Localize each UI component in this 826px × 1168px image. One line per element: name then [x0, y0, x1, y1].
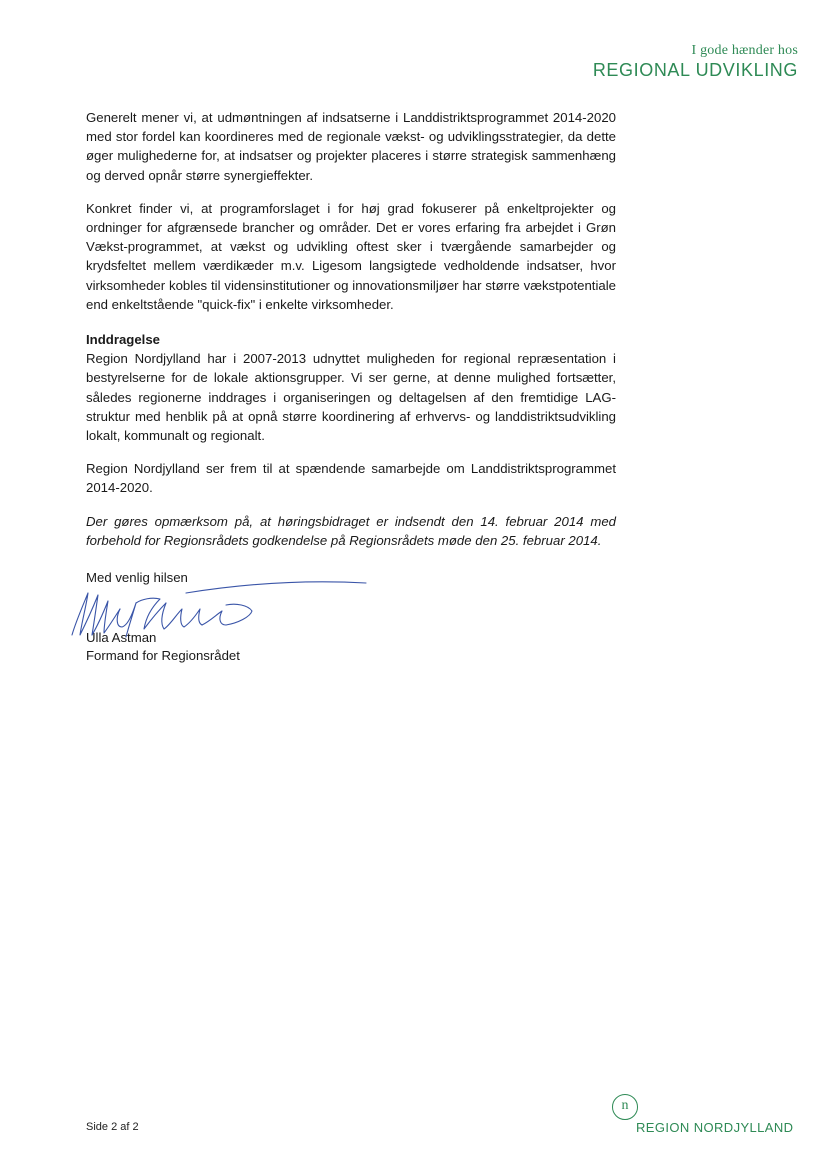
signer-name: Ulla Astman — [86, 630, 157, 646]
header-tagline: I gode hænder hos — [691, 43, 798, 58]
note-paragraph: Der gøres opmærksom på, at høringsbidraget er indsendt den 14. februar 2014 med forbehold for Regionsrådets godkendelse på Regionsrådets møde den 25. februar 2014. — [86, 513, 616, 548]
signature-icon — [66, 581, 386, 641]
paragraph: Region Nordjylland ser frem til at spændende samarbejde om Landdistriktsprogrammet 2014-2020. — [86, 461, 616, 496]
paragraph: Region Nordjylland har i 2007-2013 udnyttet muligheden for regional repræsentation i bestyrelserne for de lokale aktionsgrupper. Vi ser gerne, at denne mulighed fortsætter, således regionerne inddrages i organiseringen og deltagelsen af den fremtidige LAG-struktur med henblik på at opnå større koordinering af erhvervs- og landdistriktsudvikling lokalt, kommunalt og regionalt. — [86, 351, 616, 444]
closing-greeting: Med venlig hilsen — [86, 570, 188, 586]
page-number: Side 2 af 2 — [86, 1121, 139, 1133]
paragraph: Konkret finder vi, at programforslaget i for høj grad fokuserer på enkeltprojekter og ordninger for afgrænsede brancher og områder. Det er vores erfaring fra arbejdet i Grøn Vækst-programmet, at vækst og udvikling oftest sker i tværgående samarbejder og krydsfeltet mellem værdikæder m.v. Ligesom langsigtede vedholdende indsatser, hvor virksomheder kobles til vidensinstitutioner og innovationsmiljøer har større vækstpotentiale end enkeltstående "quick-fix" i enkelte virksomheder. — [86, 200, 616, 312]
paragraph: Generelt mener vi, at udmøntningen af indsatserne i Landdistriktsprogrammet 2014-2020 med stor fordel kan koordineres med de regionale vækst- og udviklingsstrategier, da dette øger mulighederne for, at indsatser og projekter placeres i større strategisk sammenhæng og derved opnår større synergieffekter. — [86, 110, 616, 183]
header-brand: REGIONAL UDVIKLING — [592, 60, 798, 80]
letter-body — [86, 108, 616, 665]
signature — [66, 581, 616, 629]
footer-brand: REGION NORDJYLLAND — [636, 1120, 794, 1135]
section-heading: Inddragelse — [86, 332, 161, 348]
signer-title: Formand for Regionsrådet — [86, 648, 240, 664]
region-logo-icon: n — [612, 1094, 638, 1120]
